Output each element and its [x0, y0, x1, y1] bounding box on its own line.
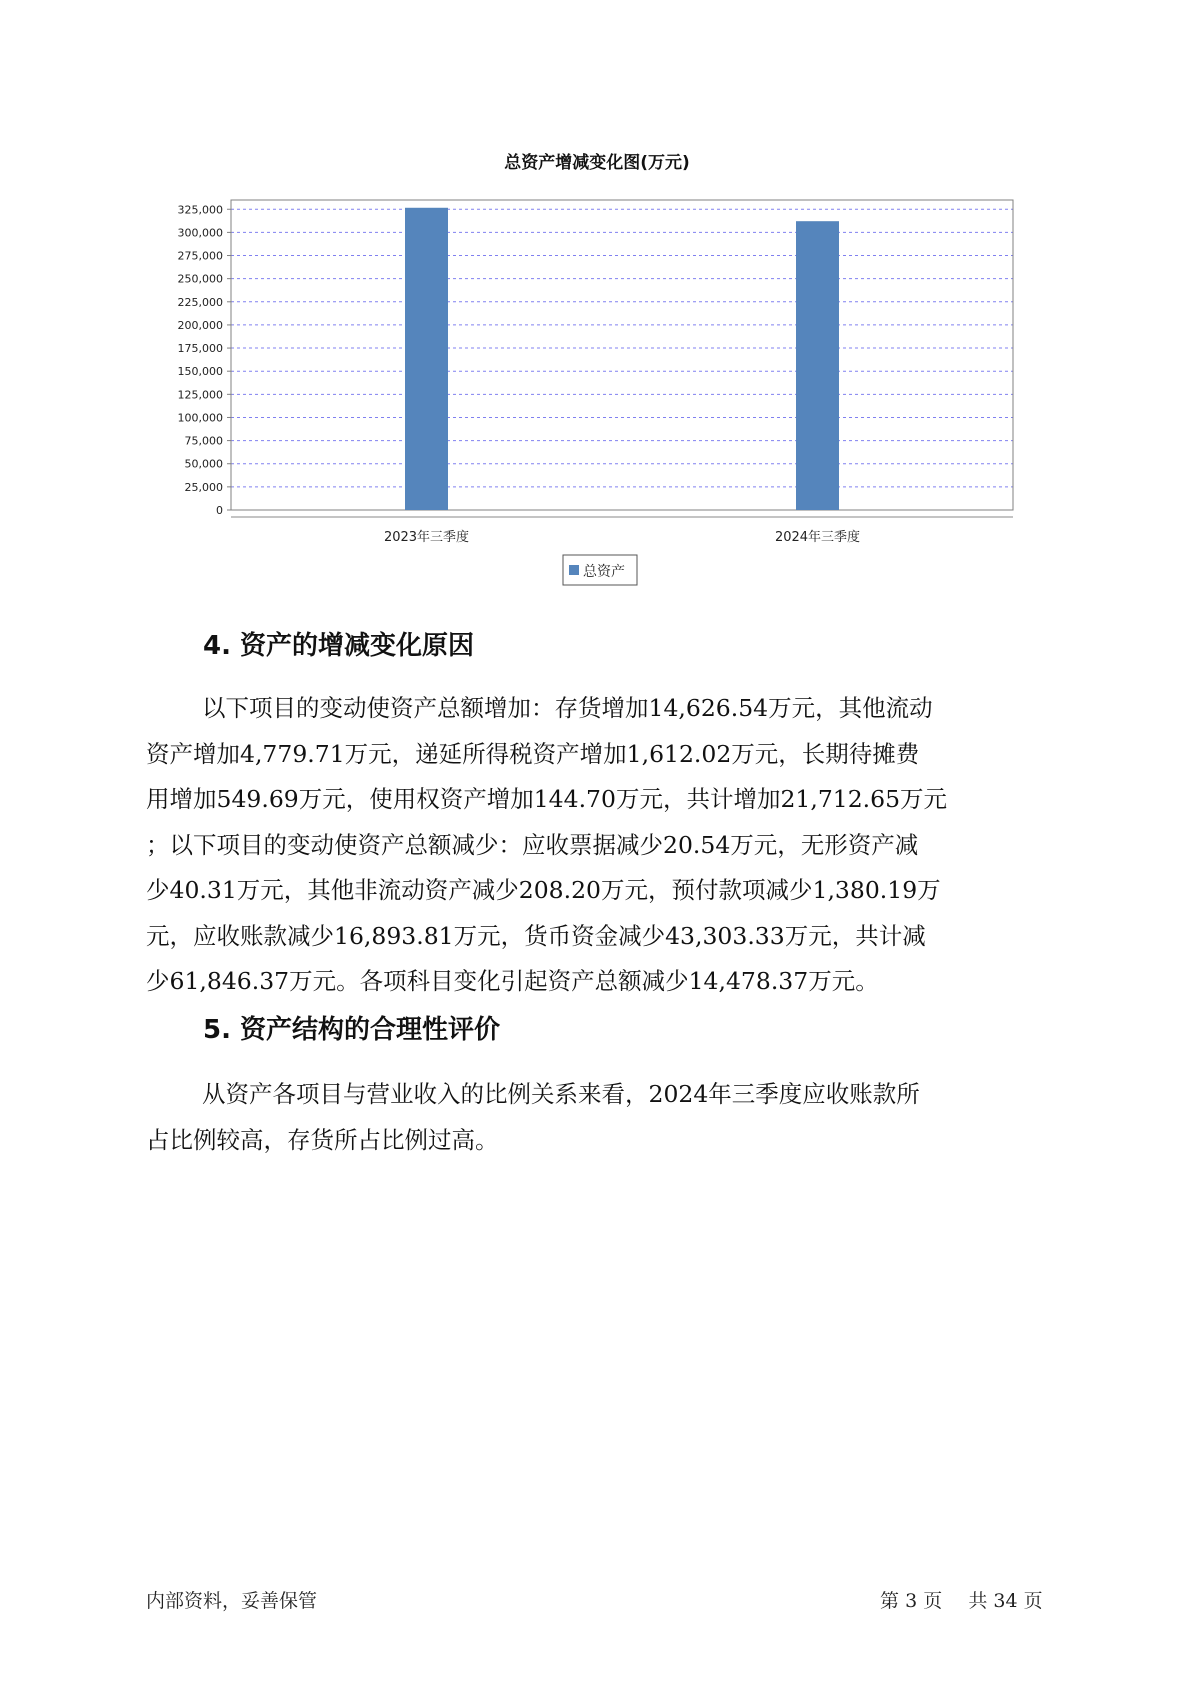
total-suffix: 页	[1023, 1590, 1043, 1612]
y-tick-label: 50,000	[184, 457, 223, 471]
chart-grid	[231, 209, 1013, 510]
section-heading-5: 5. 资产结构的合理性评价	[203, 1015, 501, 1045]
paragraph-line: 从资产各项目与营业收入的比例关系来看，2024年三季度应收账款所	[202, 1080, 920, 1108]
y-tick-label: 25,000	[184, 480, 223, 494]
footer-page-number	[880, 1588, 1043, 1614]
y-tick-label: 100,000	[177, 411, 223, 425]
page-mid: 页	[923, 1590, 943, 1612]
page-current: 3	[905, 1590, 918, 1612]
x-axis-labels	[384, 529, 860, 545]
y-tick-label: 75,000	[184, 434, 223, 448]
bar-1	[405, 208, 448, 510]
page-prefix: 第	[880, 1590, 900, 1612]
paragraph-line: 用增加549.69万元，使用权资产增加144.70万元，共计增加21,712.65万元	[146, 785, 948, 813]
y-tick-label: 300,000	[177, 226, 223, 240]
total-prefix: 共	[968, 1590, 988, 1612]
y-tick-label: 275,000	[177, 249, 223, 263]
paragraph-line: 占比例较高，存货所占比例过高。	[146, 1125, 499, 1154]
y-tick-label: 325,000	[177, 203, 223, 217]
x-category-label: 2024年三季度	[774, 530, 861, 545]
paragraph-line: 元，应收账款减少16,893.81万元，货币资金减少43,303.33万元，共计减	[146, 921, 926, 950]
paragraph-line: 以下项目的变动使资产总额增加：存货增加14,626.54万元，其他流动	[202, 694, 933, 722]
asset-change-reason-paragraph	[146, 686, 1066, 1005]
y-tick-label: 150,000	[177, 365, 223, 379]
y-tick-label: 225,000	[177, 295, 223, 309]
page-total: 34	[993, 1590, 1018, 1612]
paragraph-line: ；以下项目的变动使资产总额减少：应收票据减少20.54万元，无形资产减	[146, 830, 919, 859]
y-axis-ticks	[178, 203, 232, 517]
legend-label: 总资产	[583, 564, 625, 580]
bar-2	[796, 221, 839, 510]
y-tick-label: 250,000	[177, 272, 223, 286]
y-tick-label: 125,000	[177, 388, 223, 402]
y-tick-label: 0	[216, 504, 223, 517]
chart-title: 总资产增减变化图(万元)	[504, 153, 690, 173]
total-assets-chart	[0, 0, 1191, 600]
chart-bars	[405, 208, 839, 510]
legend-swatch	[569, 565, 579, 575]
y-tick-label: 200,000	[177, 318, 223, 332]
asset-structure-evaluation-paragraph	[146, 1072, 1066, 1163]
paragraph-line: 少61,846.37万元。各项科目变化引起资产总额减少14,478.37万元。	[146, 967, 879, 995]
y-tick-label: 175,000	[177, 342, 223, 356]
paragraph-line: 少40.31万元，其他非流动资产减少208.20万元，预付款项减少1,380.19万	[146, 876, 941, 904]
paragraph-line: 资产增加4,779.71万元，递延所得税资产增加1,612.02万元，长期待摊费	[146, 739, 920, 768]
chart-legend	[563, 555, 637, 585]
section-heading-4: 4. 资产的增减变化原因	[203, 631, 475, 661]
x-category-label: 2023年三季度	[383, 530, 470, 545]
footer-confidential-note: 内部资料，妥善保管	[146, 1590, 318, 1612]
